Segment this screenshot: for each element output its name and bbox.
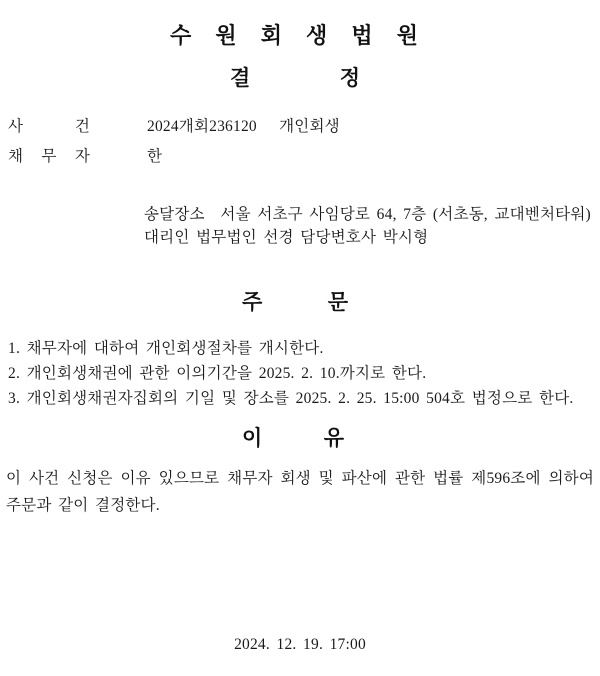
service-address-line: 송달장소 서울 서초구 사임당로 64, 7층 (서초동, 교대벤처타워): [144, 206, 591, 223]
order-item-1: 1. 채무자에 대하여 개인회생절차를 개시한다.: [8, 340, 324, 357]
reason-heading: 이 유: [242, 427, 344, 450]
decision-datetime: 2024. 12. 19. 17:00: [234, 636, 366, 653]
representative-line: 대리인 법무법인 선경 담당변호사 박시형: [144, 228, 429, 246]
decision-title-heading: 결 정: [230, 67, 360, 90]
order-list: [8, 336, 594, 411]
reason-paragraph: [6, 465, 594, 519]
court-name-heading: 수 원 회 생 법 원: [170, 23, 418, 48]
service-address-block: [144, 204, 600, 249]
case-number-label: 사 건: [8, 118, 90, 135]
debtor-label: 채 무 자: [8, 148, 90, 165]
order-item-3: 3. 개인회생채권자집회의 기일 및 장소를 2025. 2. 25. 15:00 504호 법정으로 한다.: [8, 390, 574, 407]
case-number-value: 2024개회236120 개인회생: [147, 118, 340, 135]
order-heading: 주 문: [242, 291, 348, 314]
reason-line-1: 이 사건 신청은 이유 있으므로 채무자 회생 및 파산에 관한 법률 제596조에 의하여: [6, 470, 594, 487]
debtor-value: 한: [147, 148, 163, 165]
reason-line-2: 주문과 같이 결정한다.: [6, 497, 160, 514]
order-item-2: 2. 개인회생채권에 관한 이의기간을 2025. 2. 10.까지로 한다.: [8, 365, 427, 382]
